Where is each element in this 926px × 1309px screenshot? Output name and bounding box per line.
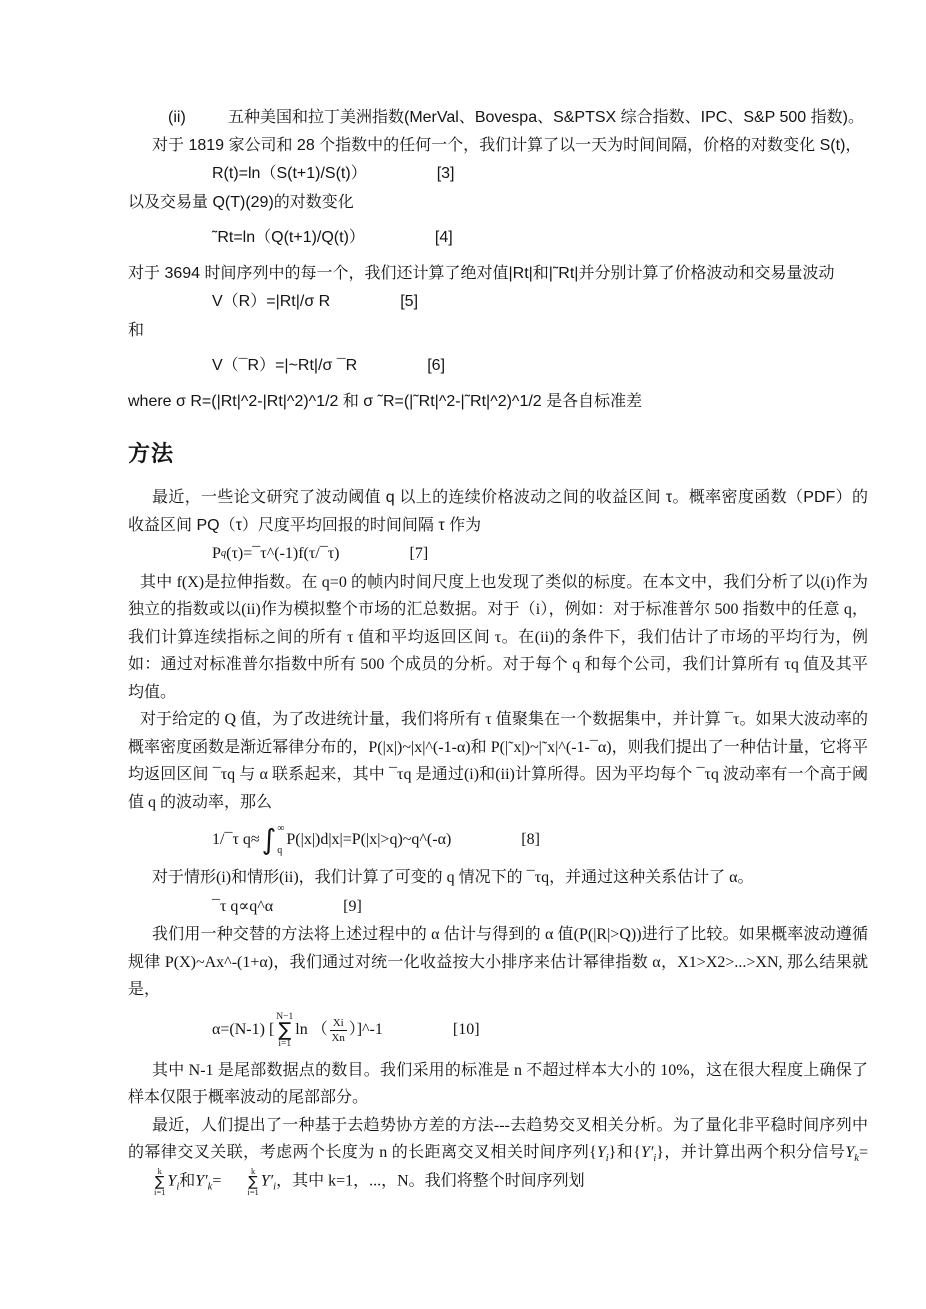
summation-symbol [130, 1167, 165, 1197]
sigma-icon: ∑ [154, 1173, 165, 1190]
fraction [330, 1017, 347, 1044]
text-run: (τ)=¯τ^(-1)f(τ/¯τ) [226, 545, 340, 562]
equation-number: [6] [427, 357, 446, 374]
text-run: Y [845, 1144, 855, 1161]
formula-line [128, 893, 868, 921]
paragraph: 我们用一种交替的方法将上述过程中的 α 估计与得到的 α 值(P(|R|>Q))进行了比较。如果概率波动遵循规律 P(X)~Ax^-(1+α)，我们通过对统一化收益按大小排序来估计幂律指数 α，X1>X2>...>XN, 那么结果就是， [128, 926, 868, 998]
sum-upper-limit: k [250, 1165, 256, 1176]
text-run: ˜Rt=ln（Q(t+1)/Q(t)） [212, 229, 365, 246]
text-run: }和{ [608, 1144, 641, 1161]
text-run: ）]^-1 [348, 1021, 383, 1039]
equation-number: [8] [521, 831, 540, 849]
equation-number: [3] [436, 165, 455, 182]
text-run: P(|x|)d|x|=P(|x|>q)~q^(-α) [286, 831, 452, 849]
paragraph: 对于给定的 Q 值，为了改进统计量，我们将所有 τ 值聚集在一个数据集中，并计算 ¯τ。如果大波动率的概率密度函数是渐近幂律分布的，P(|x|)~|x|^(-1-α)和 P(|˜x|)~|˜x|^(-1-¯α)，则我们提出了一种估计量，它将平均返回区间 ¯τq 与 α 联系起来，其中 ¯τq 是通过(i)和(ii)计算所得。因为平均每个 ¯τq 波动率有一个高于阈值 q 的波动率，那么 [128, 711, 868, 811]
formula-line [128, 540, 868, 568]
subscript: i [273, 1181, 277, 1193]
text-run: = [858, 1144, 868, 1161]
formula-body [212, 824, 451, 856]
text-run: V（R）=|Rt|/σ R [212, 293, 331, 310]
integral-symbol [262, 824, 285, 856]
text-run: α=(N-1) [ [212, 1021, 275, 1039]
formula-line [128, 224, 868, 252]
text-run: P [212, 545, 221, 562]
paragraph: 其中 f(X)是拉伸指数。在 q=0 的帧内时间尺度上也发现了类似的标度。在本文中，我们分析了以(i)作为独立的指数或以(ii)作为模拟整个市场的汇总数据。对于（i），例如：对于标准普尔 500 指数中的任意 q，我们计算连续指标之间的所有 τ 值和平均返回区间 τ。在(ii)的条件下，我们估计了市场的平均行为，例如：通过对标准普尔指数中所有 500 个成员的分析。对于每个 q 和每个公司，我们计算所有 τq 值及其平均值。 [128, 573, 868, 701]
text-run: Y′ [195, 1172, 208, 1190]
text-run: V（¯R）=|~Rt|/σ ¯R [212, 357, 358, 374]
paragraph: 对于 3694 时间序列中的每一个，我们还计算了绝对值|Rt|和|˜Rt|并分别计算了价格波动和交易量波动 [128, 264, 835, 282]
equation-number: [10] [452, 1021, 480, 1039]
formula-body [212, 224, 365, 252]
subscript: i [605, 1153, 609, 1164]
formula-body [212, 540, 339, 568]
formula-line [128, 352, 868, 380]
equation-number: [7] [409, 545, 429, 562]
equation-number: [5] [400, 293, 419, 310]
formula-line [128, 288, 868, 316]
formula-body [212, 160, 367, 188]
text-run: = [212, 1172, 222, 1190]
formula-body [212, 352, 357, 380]
sum-lower-limit: i=1 [247, 1186, 259, 1197]
fraction-denominator: Xn [331, 1031, 345, 1044]
paragraph: where σ R=(|Rt|^2-|Rt|^2)^1/2 和 σ ˜R=(|˜Rt|^2-|˜Rt|^2)^1/2 是各自标准差 [128, 392, 643, 410]
formula-body [212, 1012, 383, 1049]
sum-lower-limit: i=1 [154, 1186, 166, 1197]
text-run: 1/¯τ q≈ [212, 831, 260, 849]
integral-lower-limit: q [277, 845, 283, 856]
equation-number: [4] [434, 229, 453, 246]
equation-number: [9] [343, 897, 362, 915]
subscript: q [220, 547, 227, 559]
subscript: i [176, 1181, 180, 1193]
text-run: ln （ [295, 1021, 328, 1039]
document-body [128, 104, 868, 1197]
subscript: k [207, 1181, 213, 1193]
section-heading: 方法 [128, 441, 175, 466]
formula-body [212, 893, 273, 921]
integral-icon: ∫ [261, 823, 277, 856]
paragraph: 其中 N-1 是尾部数据点的数目。我们采用的标准是 n 不超过样本大小的 10%，这在很大程度上确保了样本仅限于概率波动的尾部部分。 [128, 1061, 868, 1106]
sigma-icon: ∑ [248, 1173, 258, 1190]
paragraph: 对于情形(i)和情形(ii)，我们计算了可变的 q 情况下的 ¯τq，并通过这种关系估计了 α。 [152, 869, 754, 886]
text-run: Y′ [640, 1144, 654, 1161]
text-run: 和 [179, 1172, 196, 1190]
text-run: ¯τ q∝q^α [212, 897, 274, 915]
list-item [168, 104, 868, 132]
list-marker: (ii) [168, 109, 186, 126]
paragraph: 对于 1819 家公司和 28 个指数中的任何一个，我们计算了以一天为时间间隔，价格的对数变化 S(t)， [152, 136, 862, 154]
formula-line [128, 160, 868, 188]
integral-upper-limit: ∞ [277, 823, 285, 834]
text-run: R(t)=ln（S(t+1)/S(t)） [212, 165, 367, 182]
sum-upper-limit: k [157, 1165, 162, 1176]
list-item-text: 五种美国和拉丁美洲指数(MerVal、Bovespa、S&PTSX 综合指数、IPC、S&P 500 指数)。 [228, 109, 864, 126]
integral-limits [277, 824, 284, 856]
text-run: Y [596, 1144, 606, 1161]
subscript: i [653, 1153, 657, 1164]
paragraph: 最近，一些论文研究了波动阈值 q 以上的连续价格波动之间的收益区间 τ。概率密度函数（PDF）的收益区间 PQ（τ）尺度平均回报的时间间隔 τ 作为 [128, 489, 868, 534]
formula-body [212, 288, 330, 316]
paragraph [128, 1112, 868, 1197]
text-run: Y′ [260, 1172, 274, 1190]
formula-line [128, 1012, 868, 1049]
sum-upper-limit: N−1 [276, 1011, 294, 1022]
text-run: 最近，人们提出了一种基于去趋势协方差的方法---去趋势交叉相关分析。为了量化非平稳时间序列中的幂律交叉关联，考虑两个长度为 n 的长距离交叉相关时间序列{ [128, 1116, 868, 1161]
subscript: k [854, 1153, 859, 1164]
summation-symbol [223, 1167, 258, 1197]
sum-lower-limit: i=1 [278, 1038, 292, 1049]
summation-symbol [276, 1012, 293, 1049]
paragraph: 以及交易量 Q(T)(29)的对数变化 [128, 193, 354, 211]
fraction-numerator: Xi [330, 1017, 347, 1031]
text-run: }，并计算出两个积分信号 [656, 1144, 846, 1161]
sigma-icon: ∑ [278, 1018, 292, 1041]
text-run: ，其中 k=1，...，N。我们将整个时间序列划 [276, 1172, 585, 1190]
text-run: Y [167, 1172, 177, 1190]
paragraph: 和 [128, 321, 145, 339]
formula-line [128, 824, 868, 856]
